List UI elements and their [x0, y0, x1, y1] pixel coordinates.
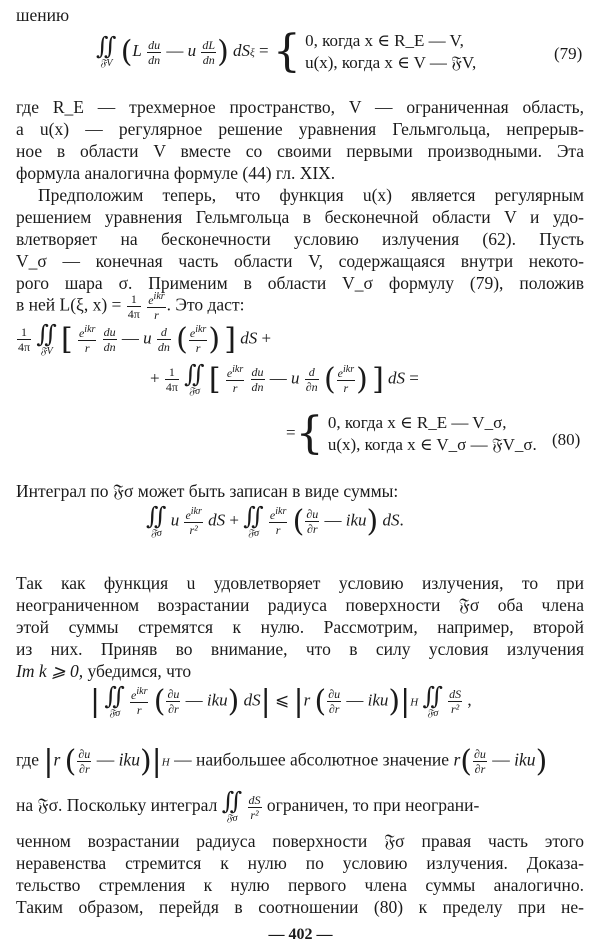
text-line: Интеграл по 𝔉σ может быть записан в виде суммы:	[16, 481, 399, 501]
bounded-integral-line: на 𝔉σ. Поскольку интеграл ∬ 𝔉σ $\frac{dS}{\text{r²}}$ ограничен, то при неограни-	[16, 789, 480, 824]
text-line: Так как функция u удовлетворяет условию излучения, то при	[16, 573, 584, 593]
case-line: u(x), когда x ∈ V_σ — 𝔉V_σ.	[327, 435, 537, 454]
formula-inequality: | ∬ 𝔉σ $\frac{e^{ikr}}{r}$ ( $\frac{\partial u}{\partial r}$ — iku) dS| ⩽ |r ( $\frac{\partial u}{\partial r}$ — iku)|H ∬ 𝔉σ $\frac{dS}{\text{r²}}$ ,	[90, 683, 472, 719]
formula-80-line2: + $\frac{1}{4\pi}$ ∬ 𝔉σ [ $\frac{e^{ikr}}{r}$ $\frac{du}{dn}$ — u $\frac{d}{\partial n}$ ( $\frac{e^{ikr}}{r}$ ) ] dS =	[150, 361, 419, 397]
equation-number: (80)	[552, 430, 581, 449]
text-line: V_σ — конечная часть области V, содержащаяся внутри некото-	[16, 251, 584, 271]
case-line: 0, когда x ∈ R_E — V_σ,	[327, 413, 507, 432]
text-line: Это даст:	[175, 294, 245, 315]
case-line: 0, когда x ∈ R_E — V,	[305, 31, 464, 50]
text-span: где	[16, 749, 39, 770]
text-line: рого шара σ. Применим в области V_σ формулу (79), положив	[16, 273, 584, 293]
text-line: Предположим теперь, что функция u(x) является регулярным	[38, 185, 584, 205]
text-line: из них. Приняв во внимание, что в силу условия излучения	[16, 639, 584, 659]
text-line: ченном возрастании радиуса поверхности 𝔉σ правая часть этого	[16, 831, 584, 851]
equation-number: (79)	[554, 44, 583, 63]
text-line: ное в области V вместе со своими первыми производными. Эта	[16, 141, 584, 161]
text-span: убедимся, что	[87, 661, 192, 681]
imk-condition: Im k ⩾ 0,	[16, 661, 84, 681]
max-definition-line: где |r ( $\frac{\partial u}{\partial r}$ — iku)|H — наибольшее абсолютное значение r( $\frac{\partial u}{\partial r}$ — iku)	[16, 744, 548, 779]
formula-79: ∬ 𝔉V (L $\frac{du}{dn}$ — u $\frac{dL}{dn}$ ) dSξ = { 0, когда x ∈ R_E — V, u(x), когда x ∈ V — 𝔉V,	[96, 26, 477, 77]
text-line: этой суммы стремятся к нулю. Рассмотрим, например, второй	[16, 617, 584, 637]
page-number: — 402 —	[268, 926, 333, 943]
text-line: неравенства стремится к нулю по условию излучения. Доказа-	[16, 853, 584, 873]
text-line: Таким образом, перейдя в соотношении (80) к пределу при не-	[16, 897, 584, 917]
text-line: а u(x) — регулярное решение уравнения Гельмгольца, непрерыв-	[16, 119, 584, 139]
text-line: неограниченном возрастании радиуса поверхности 𝔉σ оба члена	[16, 595, 584, 615]
kernel-line: в ней L(ξ, x) = $\frac{1}{4\pi}$ $\frac{e^{ikr}}{r}$ . Это даст:	[16, 291, 245, 322]
formula-80-line3: ={ 0, когда x ∈ R_E — V_σ, u(x), когда x ∈ V_σ — 𝔉V_σ.	[286, 408, 537, 459]
text-line: тельство стремления к нулю первого члена суммы аналогично.	[16, 875, 584, 895]
kernel-prefix: в ней L(ξ, x) =	[16, 294, 122, 315]
text-line: влетворяет на бесконечности условию излучения (62). Пусть	[16, 229, 584, 249]
text-line	[16, 660, 584, 682]
case-line: u(x), когда x ∈ V — 𝔉V,	[305, 53, 477, 72]
formula-sum: ∬ 𝔉σ u $\frac{e^{ikr}}{\text{r²}}$ dS + ∬ 𝔉σ $\frac{e^{ikr}}{r}$ ( $\frac{\partial u}{\partial r}$ — iku) dS.	[146, 503, 404, 539]
text-span: ограничен, то при неограни-	[266, 795, 480, 816]
text-span: на 𝔉σ. Поскольку интеграл	[16, 795, 218, 816]
text-span: наибольшее абсолютное значение	[195, 749, 450, 770]
text-line: решением уравнения Гельмгольца в бесконечной области V и удо-	[16, 207, 584, 227]
text-line: формула аналогична формуле (44) гл. XIX.	[16, 163, 336, 183]
text-line: шению	[16, 5, 70, 25]
formula-80-line1: $\frac{1}{4\pi}$ ∬ 𝔉V [ $\frac{e^{ikr}}{r}$ $\frac{du}{dn}$ — u $\frac{d}{dn}$ ( $\frac{e^{ikr}}{r}$ ) ] dS +	[18, 321, 272, 357]
text-line: где R_E — трехмерное пространство, V — ограниченная область,	[16, 97, 584, 117]
